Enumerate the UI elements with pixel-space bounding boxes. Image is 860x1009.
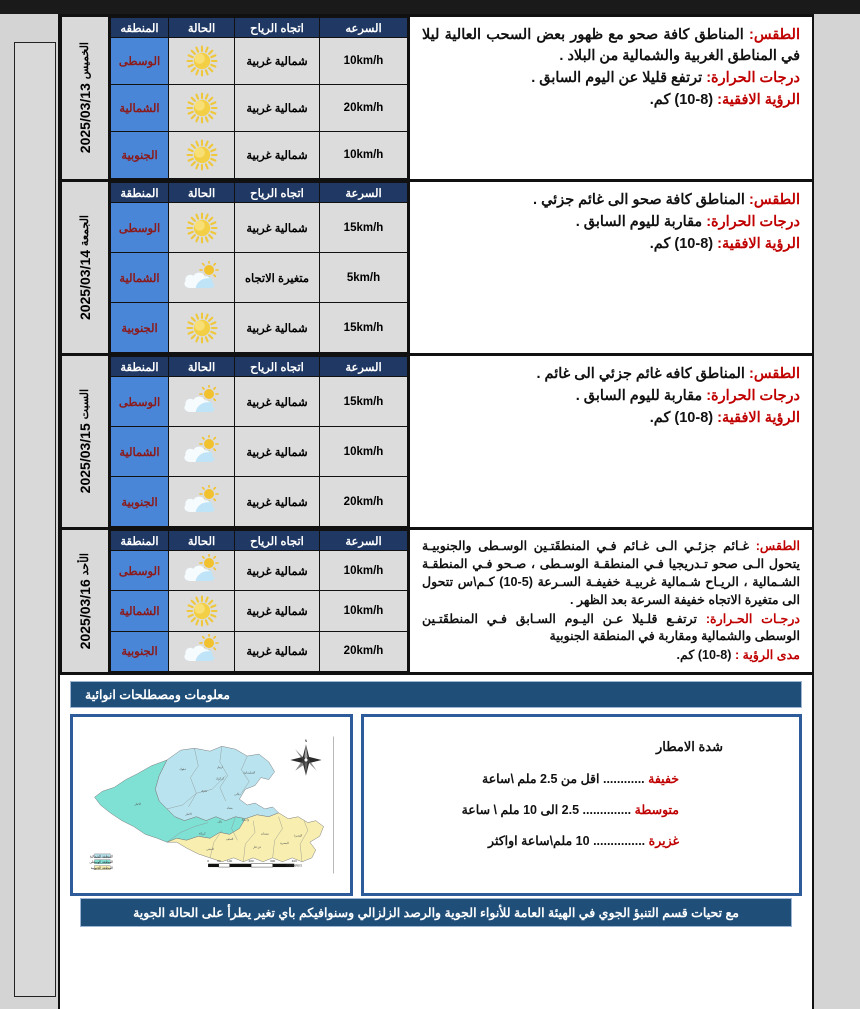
day-date-label [77, 42, 93, 153]
cell-region: الوسطى [111, 38, 169, 85]
table-header-row [111, 18, 408, 38]
description-label: درجات الحرارة: [706, 214, 800, 231]
cell-region: الوسطى [111, 551, 169, 591]
table-header-row [111, 183, 408, 203]
table-row [111, 427, 408, 477]
svg-text:300: 300 [270, 859, 276, 864]
svg-text:100: 100 [226, 859, 233, 864]
cell-wind-speed: 15km/h [320, 377, 408, 427]
cell-weather-state [169, 132, 235, 179]
svg-text:N: N [304, 738, 308, 743]
table-row [111, 253, 408, 303]
rainfall-level-key: متوسطة [634, 803, 679, 818]
cell-wind-direction: شمالية غربية [235, 631, 320, 671]
cell-wind-direction: شمالية غربية [235, 427, 320, 477]
description-label: درجات الحرارة: [706, 70, 800, 87]
column-header-speed: السرعة [320, 531, 408, 551]
cell-region: الجنوبية [111, 477, 169, 527]
partly-cloudy-icon [179, 261, 225, 295]
rainfall-level-key: غزيرة [648, 834, 679, 849]
iraq-region-map-panel [70, 714, 353, 896]
page-margin-right [812, 14, 860, 1009]
cell-wind-speed: 15km/h [320, 203, 408, 253]
day-date-column [60, 356, 110, 527]
day-name: الجمعة [79, 214, 91, 247]
column-header-direction: اتجاه الرياح [235, 531, 320, 551]
day-date-label [77, 215, 93, 320]
table-row [111, 38, 408, 85]
svg-text:البصرة: البصرة [280, 841, 289, 846]
description-line [422, 90, 800, 111]
rainfall-level-value: 10 ملم\ساعة اواكثر [488, 834, 590, 849]
description-line [422, 212, 800, 233]
forecast-day-block [60, 14, 812, 182]
description-line [422, 611, 800, 647]
day-date-column [60, 530, 110, 672]
cell-weather-state [169, 38, 235, 85]
description-label: الرؤية الافقية: [717, 410, 800, 427]
description-text: مقاربة لليوم السابق . [575, 388, 703, 405]
cell-wind-direction: شمالية غربية [235, 38, 320, 85]
rainfall-level-row [374, 833, 679, 848]
sun-icon [179, 138, 225, 172]
description-line [422, 364, 800, 385]
column-header-state: الحالة [169, 18, 235, 38]
cell-wind-speed: 10km/h [320, 427, 408, 477]
svg-text:المنطقة الجنوبية: المنطقة الجنوبية [90, 866, 114, 871]
description-text: المناطق كافه غائم جزئي الى غائم . [536, 366, 745, 382]
cell-wind-direction: شمالية غربية [235, 377, 320, 427]
day-date: 2025/03/14 [77, 249, 93, 321]
description-text: (8-10) كم. [649, 410, 714, 427]
svg-text:200: 200 [248, 859, 254, 864]
day-date-label [77, 389, 93, 493]
description-text: (8-10) كم. [676, 648, 732, 663]
table-row [111, 132, 408, 179]
column-header-state: الحالة [169, 531, 235, 551]
description-label: مدى الرؤية : [734, 648, 800, 663]
svg-text:نينوى: نينوى [200, 788, 208, 793]
cell-wind-direction: شمالية غربية [235, 551, 320, 591]
table-row [111, 477, 408, 527]
cell-wind-speed: 10km/h [320, 38, 408, 85]
day-name: الخميس [79, 42, 91, 80]
table-header-row [111, 357, 408, 377]
column-header-state: الحالة [169, 357, 235, 377]
description-line [422, 25, 800, 67]
forecast-days-container [60, 14, 812, 675]
cell-weather-state [169, 303, 235, 353]
column-header-region: المنطقه [111, 18, 169, 38]
cell-region: الشمالية [111, 85, 169, 132]
svg-text:Kilometers: Kilometers [286, 863, 303, 868]
svg-text:البصرة: البصرة [293, 833, 303, 838]
day-name: السبت [79, 389, 91, 420]
day-date-column [60, 182, 110, 353]
column-header-state: الحالة [169, 183, 235, 203]
rainfall-level-row [374, 771, 679, 786]
svg-text:ذي قار: ذي قار [252, 845, 262, 850]
cell-wind-speed: 15km/h [320, 303, 408, 353]
page-margin-left [0, 14, 60, 1009]
svg-text:كربلاء: كربلاء [198, 831, 206, 836]
forecast-day-block [60, 356, 812, 530]
rainfall-levels-list [374, 771, 765, 848]
cell-weather-state [169, 591, 235, 631]
partly-cloudy-icon [179, 485, 225, 519]
cell-weather-state [169, 427, 235, 477]
table-row [111, 377, 408, 427]
column-header-direction: اتجاه الرياح [235, 183, 320, 203]
cell-region: الشمالية [111, 253, 169, 303]
cell-wind-speed: 10km/h [320, 591, 408, 631]
column-header-direction: اتجاه الرياح [235, 357, 320, 377]
sun-icon [179, 211, 225, 245]
column-header-speed: السرعة [320, 183, 408, 203]
column-header-direction: اتجاه الرياح [235, 18, 320, 38]
description-text: المناطق كافة صحو مع ظهور بعض السحب العالية ليلا في المناطق الغربية والشمالية من البلاد . [422, 27, 800, 65]
cell-wind-direction: شمالية غربية [235, 477, 320, 527]
description-line [422, 234, 800, 255]
column-header-region: المنطقة [111, 357, 169, 377]
table-header-row [111, 531, 408, 551]
day-date: 2025/03/16 [77, 579, 93, 650]
rainfall-level-value: اقل من 2.5 ملم \ساعة [482, 772, 600, 787]
cell-region: الشمالية [111, 427, 169, 477]
forecast-day-block [60, 530, 812, 675]
table-row [111, 303, 408, 353]
cell-wind-speed: 20km/h [320, 477, 408, 527]
cell-wind-direction: شمالية غربية [235, 303, 320, 353]
description-text: مقاربة لليوم السابق . [575, 214, 703, 231]
rainfall-level-dots: ............... [593, 834, 646, 849]
day-description [408, 17, 812, 179]
info-section [60, 675, 812, 931]
partly-cloudy-icon [179, 435, 225, 469]
svg-text:المثنى: المثنى [206, 847, 214, 852]
rainfall-level-key: خفيفة [648, 772, 679, 787]
day-description [408, 530, 812, 672]
cell-region: الوسطى [111, 377, 169, 427]
day-forecast-table [110, 356, 408, 527]
svg-text:كركوك: كركوك [215, 776, 224, 781]
forecast-day-block [60, 182, 812, 356]
page-margin-inner-strip [14, 42, 56, 997]
svg-text:400: 400 [291, 859, 297, 864]
cell-region: الجنوبية [111, 132, 169, 179]
description-line [422, 386, 800, 407]
description-label: الطقس: [749, 366, 800, 382]
svg-text:الانبار: الانبار [185, 811, 192, 816]
cell-weather-state [169, 631, 235, 671]
day-date: 2025/03/13 [77, 83, 93, 154]
cell-weather-state [169, 203, 235, 253]
description-label: درجـات الحـرارة: [705, 611, 801, 626]
description-label: الرؤية الافقية: [717, 236, 800, 253]
sun-icon [179, 311, 225, 345]
table-row [111, 203, 408, 253]
info-section-body [70, 714, 802, 896]
cell-wind-speed: 10km/h [320, 132, 408, 179]
cell-region: الجنوبية [111, 303, 169, 353]
cell-weather-state [169, 551, 235, 591]
cell-region: الشمالية [111, 591, 169, 631]
description-line [422, 408, 800, 429]
cell-region: الجنوبية [111, 631, 169, 671]
partly-cloudy-icon [179, 385, 225, 419]
description-text: المناطق كافة صحو الى غائم جزئي . [533, 192, 745, 208]
cell-wind-speed: 20km/h [320, 85, 408, 132]
svg-text:المنطقة الوسطى: المنطقة الوسطى [89, 860, 114, 865]
description-line [422, 538, 800, 610]
info-section-header: معلومات ومصطلحات انوائية [70, 681, 802, 708]
table-row [111, 551, 408, 591]
description-line [422, 68, 800, 89]
rainfall-legend-panel [361, 714, 802, 896]
day-forecast-table [110, 530, 408, 672]
day-description [408, 356, 812, 527]
svg-text:المنطقة الشمالية: المنطقة الشمالية [89, 854, 114, 859]
description-label: الطقس: [755, 539, 801, 553]
cell-weather-state [169, 377, 235, 427]
cell-wind-speed: 20km/h [320, 631, 408, 671]
description-text: (8-10) كم. [649, 92, 714, 109]
day-date-column [60, 17, 110, 179]
description-label: الطقس: [749, 192, 800, 208]
iraq-region-map [73, 717, 350, 893]
partly-cloudy-icon [179, 554, 225, 588]
description-line [422, 647, 800, 665]
cell-weather-state [169, 477, 235, 527]
svg-text:بغداد: بغداد [226, 806, 233, 811]
svg-text:الانبار: الانبار [134, 802, 141, 807]
description-text: (8-10) كم. [649, 236, 714, 253]
sun-icon [179, 594, 225, 628]
svg-text:دهوك: دهوك [179, 766, 187, 771]
description-label: الطقس: [749, 27, 801, 43]
day-date-label [77, 553, 93, 649]
rainfall-level-dots: .............. [582, 803, 632, 818]
cell-wind-speed: 5km/h [320, 253, 408, 303]
day-forecast-table [110, 17, 408, 179]
footer-note: مع تحيات قسم التنبؤ الجوي في الهيئة العامة للأنواء الجوية والرصد الزلزالي وسنوافيكم باي تغير يطرأ على الحالة الجوية [80, 898, 792, 927]
cell-wind-direction: شمالية غربية [235, 203, 320, 253]
cell-weather-state [169, 253, 235, 303]
svg-text:ميسان: ميسان [260, 831, 269, 836]
rainfall-level-dots: ............ [602, 772, 645, 787]
svg-text:بابل: بابل [217, 819, 223, 824]
column-header-speed: السرعة [320, 357, 408, 377]
svg-text:السليمانية: السليمانية [243, 770, 256, 775]
svg-text:اربيل: اربيل [216, 764, 223, 769]
sun-icon [179, 91, 225, 125]
column-header-speed: السرعه [320, 18, 408, 38]
cell-wind-direction: شمالية غربية [235, 85, 320, 132]
svg-text:0: 0 [207, 859, 209, 864]
column-header-region: المنطقة [111, 183, 169, 203]
description-line [422, 190, 800, 211]
cell-wind-direction: شمالية غربية [235, 132, 320, 179]
day-date: 2025/03/15 [77, 423, 93, 494]
cell-weather-state [169, 85, 235, 132]
svg-text:واسط: واسط [241, 817, 249, 822]
cell-region: الوسطى [111, 203, 169, 253]
table-row [111, 591, 408, 631]
rainfall-level-row [374, 802, 679, 817]
day-name: الأحد [79, 552, 91, 576]
description-text: ترتفع قليلا عن اليوم السابق . [531, 70, 703, 87]
svg-text:50: 50 [217, 859, 221, 864]
rainfall-legend-title: شدة الامطار [655, 739, 723, 755]
cell-wind-direction: شمالية غربية [235, 591, 320, 631]
table-row [111, 85, 408, 132]
svg-text:ديالى: ديالى [234, 792, 241, 797]
map-legend [89, 854, 113, 870]
forecast-sheet [60, 14, 812, 1009]
sun-icon [179, 44, 225, 78]
svg-text:النجف: النجف [225, 837, 234, 842]
cell-wind-speed: 10km/h [320, 551, 408, 591]
description-text: ترتفـع قلـيلا عـن اليـوم السـابق فـي المنطقَتـين الوسطى والشمالية ومقاربة في المنطقة الجنوبية [422, 611, 800, 644]
description-label: درجات الحرارة: [706, 388, 800, 405]
day-description [408, 182, 812, 353]
column-header-region: المنطقة [111, 531, 169, 551]
partly-cloudy-icon [179, 634, 225, 668]
description-text: غـائم جزئـي الـى غـائم فـي المنطقَتـين الوسـطى والجنوبيـة يتحول الـى صحو تـدريجيا فـي المنطقـة الوسـطى ، صـحو فـي المنطقـة الشـمالية ، الريـاح شـمالية غربيـة خفيفـة السـرعة (5-10) كـم\س تتحول الى متغيرة الاتجاه خفيفة السرعة بعد الظهر . [422, 539, 800, 607]
table-row [111, 631, 408, 671]
cell-wind-direction: متغيرة الاتجاه [235, 253, 320, 303]
day-forecast-table [110, 182, 408, 353]
description-label: الرؤية الافقية: [717, 92, 800, 109]
rainfall-level-value: 2.5 الى 10 ملم \ ساعة [461, 803, 580, 818]
